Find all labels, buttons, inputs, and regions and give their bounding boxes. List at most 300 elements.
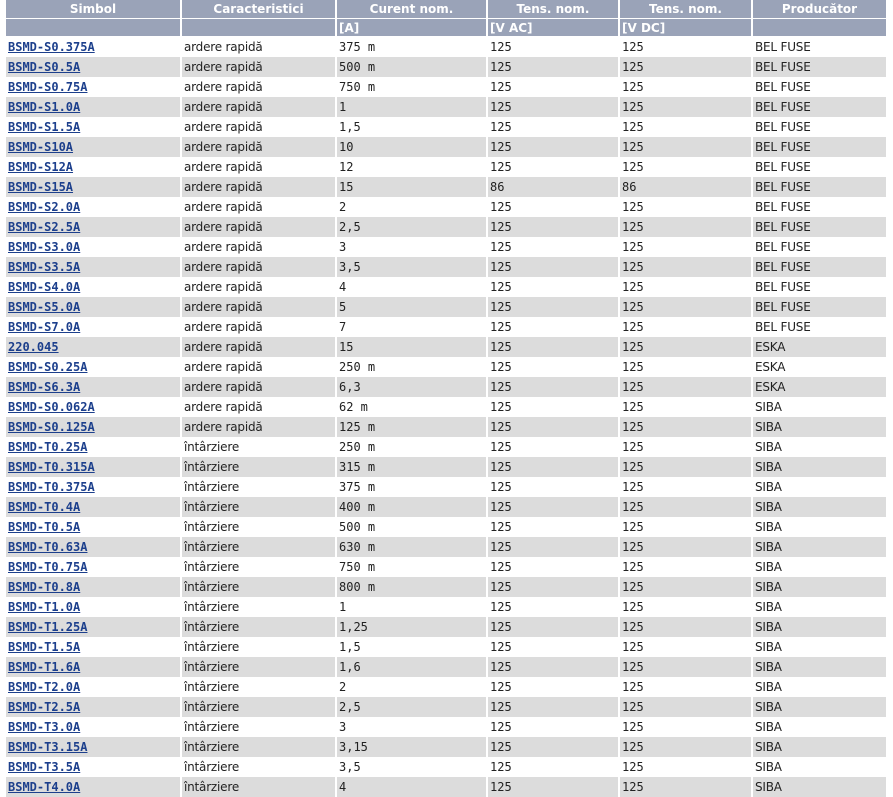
cell-tens-dc: 125 — [619, 57, 752, 77]
cell-simbol[interactable] — [6, 757, 181, 777]
cell-producator: SIBA — [752, 517, 887, 537]
cell-simbol[interactable] — [6, 157, 181, 177]
cell-producator: BEL FUSE — [752, 177, 887, 197]
cell-simbol[interactable] — [6, 97, 181, 117]
cell-caracteristici: ardere rapidă — [181, 117, 336, 137]
cell-curent: 630 m — [336, 537, 487, 557]
symbol-link[interactable]: BSMD-S3.0A — [8, 240, 81, 254]
cell-curent: 315 m — [336, 457, 487, 477]
cell-caracteristici: ardere rapidă — [181, 357, 336, 377]
symbol-link[interactable]: BSMD-T0.25A — [8, 440, 88, 454]
symbol-link[interactable]: BSMD-T0.375A — [8, 480, 95, 494]
cell-tens-dc: 125 — [619, 397, 752, 417]
header-tens-ac[interactable]: Tens. nom. — [487, 0, 619, 19]
cell-producator: BEL FUSE — [752, 317, 887, 337]
cell-producator: SIBA — [752, 757, 887, 777]
cell-producator: BEL FUSE — [752, 57, 887, 77]
symbol-link[interactable]: BSMD-S1.0A — [8, 100, 81, 114]
cell-curent: 6,3 — [336, 377, 487, 397]
cell-tens-ac: 125 — [487, 417, 619, 437]
symbol-link[interactable]: BSMD-S10A — [8, 140, 74, 154]
cell-producator: SIBA — [752, 657, 887, 677]
cell-tens-ac: 125 — [487, 217, 619, 237]
cell-producator: BEL FUSE — [752, 77, 887, 97]
cell-simbol[interactable] — [6, 137, 181, 157]
cell-tens-dc: 125 — [619, 157, 752, 177]
cell-caracteristici: întârziere — [181, 557, 336, 577]
cell-simbol[interactable] — [6, 197, 181, 217]
cell-producator: SIBA — [752, 537, 887, 557]
cell-producator: SIBA — [752, 697, 887, 717]
cell-curent: 7 — [336, 317, 487, 337]
cell-curent: 500 m — [336, 57, 487, 77]
cell-producator: SIBA — [752, 737, 887, 757]
cell-curent: 3,5 — [336, 757, 487, 777]
cell-tens-dc: 125 — [619, 697, 752, 717]
cell-producator: BEL FUSE — [752, 37, 887, 58]
cell-caracteristici: întârziere — [181, 597, 336, 617]
cell-producator: BEL FUSE — [752, 157, 887, 177]
header-row — [6, 0, 887, 19]
cell-curent: 1 — [336, 97, 487, 117]
cell-tens-dc: 125 — [619, 37, 752, 58]
cell-simbol[interactable] — [6, 697, 181, 717]
cell-producator: SIBA — [752, 617, 887, 637]
cell-tens-dc: 125 — [619, 257, 752, 277]
symbol-link[interactable]: BSMD-T4.0A — [8, 780, 81, 794]
cell-producator: SIBA — [752, 397, 887, 417]
cell-tens-ac: 125 — [487, 337, 619, 357]
cell-producator: BEL FUSE — [752, 137, 887, 157]
symbol-link[interactable]: BSMD-S12A — [8, 160, 74, 174]
cell-tens-dc: 125 — [619, 617, 752, 637]
table-row — [6, 277, 887, 297]
cell-tens-ac: 125 — [487, 697, 619, 717]
cell-producator: SIBA — [752, 417, 887, 437]
cell-tens-ac: 125 — [487, 597, 619, 617]
unit-simbol — [6, 19, 181, 37]
cell-simbol[interactable] — [6, 517, 181, 537]
cell-tens-ac: 125 — [487, 237, 619, 257]
table-row — [6, 777, 887, 797]
table-row — [6, 197, 887, 217]
cell-tens-ac: 125 — [487, 537, 619, 557]
cell-tens-ac: 125 — [487, 137, 619, 157]
cell-tens-ac: 125 — [487, 777, 619, 797]
cell-simbol[interactable] — [6, 57, 181, 77]
cell-tens-dc: 125 — [619, 317, 752, 337]
header-producator[interactable]: Producător — [752, 0, 887, 19]
cell-caracteristici: întârziere — [181, 697, 336, 717]
cell-tens-ac: 125 — [487, 677, 619, 697]
cell-simbol[interactable] — [6, 317, 181, 337]
cell-simbol[interactable] — [6, 357, 181, 377]
table-row — [6, 517, 887, 537]
fuse-table — [6, 0, 888, 797]
cell-curent: 500 m — [336, 517, 487, 537]
cell-tens-dc: 125 — [619, 417, 752, 437]
cell-tens-ac: 125 — [487, 357, 619, 377]
cell-simbol[interactable] — [6, 297, 181, 317]
symbol-link[interactable]: BSMD-T3.5A — [8, 760, 81, 774]
symbol-link[interactable]: BSMD-S0.75A — [8, 80, 88, 94]
cell-tens-ac: 125 — [487, 617, 619, 637]
table-row — [6, 397, 887, 417]
symbol-link[interactable]: BSMD-T2.5A — [8, 700, 81, 714]
cell-curent: 3,15 — [336, 737, 487, 757]
cell-tens-dc: 125 — [619, 637, 752, 657]
symbol-link[interactable]: BSMD-S7.0A — [8, 320, 81, 334]
cell-tens-ac: 125 — [487, 397, 619, 417]
cell-simbol[interactable] — [6, 177, 181, 197]
cell-caracteristici: întârziere — [181, 517, 336, 537]
symbol-link[interactable]: BSMD-S15A — [8, 180, 74, 194]
cell-curent: 12 — [336, 157, 487, 177]
cell-tens-dc: 125 — [619, 597, 752, 617]
cell-tens-ac: 125 — [487, 517, 619, 537]
symbol-link[interactable]: 220.045 — [8, 340, 59, 354]
table-row — [6, 637, 887, 657]
cell-curent: 3 — [336, 237, 487, 257]
symbol-link[interactable]: BSMD-S4.0A — [8, 280, 81, 294]
cell-producator: BEL FUSE — [752, 117, 887, 137]
cell-caracteristici: ardere rapidă — [181, 77, 336, 97]
cell-caracteristici: ardere rapidă — [181, 197, 336, 217]
cell-caracteristici: ardere rapidă — [181, 257, 336, 277]
symbol-link[interactable]: BSMD-S0.062A — [8, 400, 95, 414]
unit-tens-ac: [V AC] — [487, 19, 619, 37]
symbol-link[interactable]: BSMD-T3.15A — [8, 740, 88, 754]
cell-producator: SIBA — [752, 597, 887, 617]
table-row — [6, 357, 887, 377]
cell-tens-dc: 125 — [619, 577, 752, 597]
cell-simbol[interactable] — [6, 557, 181, 577]
symbol-link[interactable]: BSMD-T0.75A — [8, 560, 88, 574]
table-row — [6, 217, 887, 237]
symbol-link[interactable]: BSMD-T1.0A — [8, 600, 81, 614]
cell-simbol[interactable] — [6, 497, 181, 517]
cell-simbol[interactable] — [6, 117, 181, 137]
cell-tens-ac: 125 — [487, 637, 619, 657]
unit-curent: [A] — [336, 19, 487, 37]
table-row — [6, 557, 887, 577]
cell-tens-dc: 125 — [619, 237, 752, 257]
symbol-link[interactable]: BSMD-S1.5A — [8, 120, 81, 134]
cell-tens-dc: 125 — [619, 537, 752, 557]
table-row — [6, 237, 887, 257]
cell-producator: BEL FUSE — [752, 197, 887, 217]
cell-tens-ac: 125 — [487, 477, 619, 497]
cell-tens-dc: 125 — [619, 497, 752, 517]
cell-producator: SIBA — [752, 477, 887, 497]
cell-tens-ac: 125 — [487, 57, 619, 77]
cell-tens-ac: 86 — [487, 177, 619, 197]
cell-curent: 375 m — [336, 37, 487, 58]
cell-tens-dc: 125 — [619, 757, 752, 777]
cell-tens-ac: 125 — [487, 77, 619, 97]
symbol-link[interactable]: BSMD-T3.0A — [8, 720, 81, 734]
cell-tens-dc: 86 — [619, 177, 752, 197]
cell-tens-ac: 125 — [487, 37, 619, 58]
cell-curent: 3 — [336, 717, 487, 737]
cell-curent: 15 — [336, 337, 487, 357]
cell-tens-ac: 125 — [487, 757, 619, 777]
table-row — [6, 597, 887, 617]
cell-producator: BEL FUSE — [752, 277, 887, 297]
header-curent[interactable]: Curent nom. — [336, 0, 487, 19]
cell-producator: BEL FUSE — [752, 217, 887, 237]
cell-producator: ESKA — [752, 337, 887, 357]
table-body — [6, 37, 887, 797]
cell-producator: ESKA — [752, 377, 887, 397]
cell-producator: SIBA — [752, 637, 887, 657]
table-row — [6, 137, 887, 157]
symbol-link[interactable]: BSMD-S5.0A — [8, 300, 81, 314]
cell-curent: 800 m — [336, 577, 487, 597]
cell-simbol[interactable] — [6, 537, 181, 557]
cell-simbol[interactable] — [6, 377, 181, 397]
cell-tens-ac: 125 — [487, 117, 619, 137]
cell-simbol[interactable] — [6, 577, 181, 597]
symbol-link[interactable]: BSMD-T1.25A — [8, 620, 88, 634]
table-row — [6, 537, 887, 557]
cell-curent: 2 — [336, 197, 487, 217]
cell-producator: SIBA — [752, 557, 887, 577]
table-row — [6, 417, 887, 437]
table-row — [6, 37, 887, 58]
table-row — [6, 317, 887, 337]
cell-tens-dc: 125 — [619, 137, 752, 157]
table-row — [6, 697, 887, 717]
cell-tens-dc: 125 — [619, 517, 752, 537]
table-row — [6, 497, 887, 517]
cell-simbol[interactable] — [6, 737, 181, 757]
symbol-link[interactable]: BSMD-T0.315A — [8, 460, 95, 474]
table-row — [6, 437, 887, 457]
cell-caracteristici: ardere rapidă — [181, 277, 336, 297]
cell-caracteristici: întârziere — [181, 537, 336, 557]
cell-simbol[interactable] — [6, 457, 181, 477]
cell-caracteristici: întârziere — [181, 617, 336, 637]
cell-caracteristici: ardere rapidă — [181, 377, 336, 397]
cell-tens-dc: 125 — [619, 77, 752, 97]
cell-curent: 250 m — [336, 437, 487, 457]
table-row — [6, 657, 887, 677]
cell-tens-ac: 125 — [487, 97, 619, 117]
table-row — [6, 117, 887, 137]
cell-caracteristici: ardere rapidă — [181, 317, 336, 337]
cell-tens-ac: 125 — [487, 457, 619, 477]
symbol-link[interactable]: BSMD-S6.3A — [8, 380, 81, 394]
cell-caracteristici: ardere rapidă — [181, 337, 336, 357]
cell-curent: 375 m — [336, 477, 487, 497]
cell-tens-ac: 125 — [487, 377, 619, 397]
cell-tens-dc: 125 — [619, 117, 752, 137]
cell-simbol[interactable] — [6, 217, 181, 237]
cell-simbol[interactable] — [6, 397, 181, 417]
cell-tens-ac: 125 — [487, 257, 619, 277]
table-row — [6, 677, 887, 697]
symbol-link[interactable]: BSMD-S2.0A — [8, 200, 81, 214]
cell-producator: SIBA — [752, 777, 887, 797]
cell-tens-dc: 125 — [619, 557, 752, 577]
cell-producator: SIBA — [752, 577, 887, 597]
header-simbol[interactable]: Simbol — [6, 0, 181, 19]
cell-curent: 4 — [336, 277, 487, 297]
cell-producator: SIBA — [752, 457, 887, 477]
cell-tens-dc: 125 — [619, 97, 752, 117]
cell-curent: 125 m — [336, 417, 487, 437]
cell-tens-ac: 125 — [487, 717, 619, 737]
cell-tens-dc: 125 — [619, 217, 752, 237]
cell-simbol[interactable] — [6, 677, 181, 697]
cell-curent: 2,5 — [336, 697, 487, 717]
table-row — [6, 337, 887, 357]
cell-tens-ac: 125 — [487, 197, 619, 217]
symbol-link[interactable]: BSMD-S0.125A — [8, 420, 95, 434]
symbol-link[interactable]: BSMD-T2.0A — [8, 680, 81, 694]
cell-simbol[interactable] — [6, 777, 181, 797]
table-row — [6, 457, 887, 477]
table-row — [6, 737, 887, 757]
table-row — [6, 297, 887, 317]
cell-tens-ac: 125 — [487, 297, 619, 317]
table-row — [6, 177, 887, 197]
table-row — [6, 257, 887, 277]
cell-caracteristici: întârziere — [181, 717, 336, 737]
cell-producator: SIBA — [752, 677, 887, 697]
symbol-link[interactable]: BSMD-S2.5A — [8, 220, 81, 234]
symbol-link[interactable]: BSMD-T1.6A — [8, 660, 81, 674]
cell-caracteristici: întârziere — [181, 677, 336, 697]
cell-simbol[interactable] — [6, 257, 181, 277]
symbol-link[interactable]: BSMD-T0.63A — [8, 540, 88, 554]
header-caracteristici[interactable]: Caracteristici — [181, 0, 336, 19]
cell-caracteristici: întârziere — [181, 737, 336, 757]
cell-curent: 62 m — [336, 397, 487, 417]
symbol-link[interactable]: BSMD-T1.5A — [8, 640, 81, 654]
cell-tens-dc: 125 — [619, 477, 752, 497]
table-row — [6, 157, 887, 177]
cell-simbol[interactable] — [6, 337, 181, 357]
cell-simbol[interactable] — [6, 37, 181, 58]
cell-producator: BEL FUSE — [752, 237, 887, 257]
cell-caracteristici: întârziere — [181, 437, 336, 457]
symbol-link[interactable]: BSMD-T0.5A — [8, 520, 81, 534]
table-row — [6, 77, 887, 97]
cell-caracteristici: întârziere — [181, 477, 336, 497]
cell-curent: 1 — [336, 597, 487, 617]
cell-caracteristici: ardere rapidă — [181, 97, 336, 117]
symbol-link[interactable]: BSMD-T0.8A — [8, 580, 81, 594]
cell-tens-ac: 125 — [487, 737, 619, 757]
cell-tens-ac: 125 — [487, 657, 619, 677]
cell-simbol[interactable] — [6, 237, 181, 257]
cell-caracteristici: ardere rapidă — [181, 417, 336, 437]
cell-caracteristici: ardere rapidă — [181, 57, 336, 77]
cell-curent: 2 — [336, 677, 487, 697]
symbol-link[interactable]: BSMD-S0.5A — [8, 60, 81, 74]
cell-curent: 250 m — [336, 357, 487, 377]
cell-simbol[interactable] — [6, 617, 181, 637]
cell-tens-ac: 125 — [487, 277, 619, 297]
table-row — [6, 577, 887, 597]
table-row — [6, 97, 887, 117]
cell-curent: 400 m — [336, 497, 487, 517]
cell-caracteristici: întârziere — [181, 577, 336, 597]
cell-simbol[interactable] — [6, 597, 181, 617]
cell-producator: BEL FUSE — [752, 97, 887, 117]
cell-simbol[interactable] — [6, 717, 181, 737]
cell-producator: BEL FUSE — [752, 257, 887, 277]
cell-producator: ESKA — [752, 357, 887, 377]
cell-simbol[interactable] — [6, 477, 181, 497]
cell-tens-dc: 125 — [619, 437, 752, 457]
cell-tens-dc: 125 — [619, 677, 752, 697]
cell-curent: 750 m — [336, 77, 487, 97]
cell-caracteristici: întârziere — [181, 657, 336, 677]
cell-simbol[interactable] — [6, 437, 181, 457]
cell-caracteristici: ardere rapidă — [181, 297, 336, 317]
symbol-link[interactable]: BSMD-S0.375A — [8, 40, 95, 54]
cell-tens-ac: 125 — [487, 317, 619, 337]
cell-curent: 1,25 — [336, 617, 487, 637]
table-row — [6, 57, 887, 77]
cell-simbol[interactable] — [6, 657, 181, 677]
cell-curent: 2,5 — [336, 217, 487, 237]
table-row — [6, 377, 887, 397]
table-row — [6, 757, 887, 777]
cell-curent: 5 — [336, 297, 487, 317]
cell-simbol[interactable] — [6, 637, 181, 657]
cell-tens-dc: 125 — [619, 777, 752, 797]
cell-curent: 1,5 — [336, 117, 487, 137]
cell-caracteristici: întârziere — [181, 777, 336, 797]
symbol-link[interactable]: BSMD-S0.25A — [8, 360, 88, 374]
table-row — [6, 477, 887, 497]
cell-tens-dc: 125 — [619, 357, 752, 377]
cell-producator: BEL FUSE — [752, 297, 887, 317]
table-row — [6, 717, 887, 737]
cell-producator: SIBA — [752, 437, 887, 457]
symbol-link[interactable]: BSMD-S3.5A — [8, 260, 81, 274]
table-row — [6, 617, 887, 637]
cell-tens-dc: 125 — [619, 277, 752, 297]
cell-caracteristici: ardere rapidă — [181, 137, 336, 157]
cell-caracteristici: întârziere — [181, 637, 336, 657]
cell-caracteristici: întârziere — [181, 497, 336, 517]
cell-tens-ac: 125 — [487, 157, 619, 177]
cell-tens-ac: 125 — [487, 577, 619, 597]
cell-tens-dc: 125 — [619, 717, 752, 737]
unit-tens-dc: [V DC] — [619, 19, 752, 37]
cell-tens-dc: 125 — [619, 337, 752, 357]
symbol-link[interactable]: BSMD-T0.4A — [8, 500, 81, 514]
cell-simbol[interactable] — [6, 277, 181, 297]
header-tens-dc[interactable]: Tens. nom. — [619, 0, 752, 19]
cell-tens-ac: 125 — [487, 437, 619, 457]
cell-simbol[interactable] — [6, 77, 181, 97]
cell-producator: SIBA — [752, 497, 887, 517]
cell-simbol[interactable] — [6, 417, 181, 437]
cell-curent: 1,6 — [336, 657, 487, 677]
cell-tens-dc: 125 — [619, 737, 752, 757]
cell-curent: 1,5 — [336, 637, 487, 657]
cell-caracteristici: ardere rapidă — [181, 217, 336, 237]
cell-curent: 750 m — [336, 557, 487, 577]
cell-caracteristici: ardere rapidă — [181, 397, 336, 417]
cell-tens-dc: 125 — [619, 197, 752, 217]
